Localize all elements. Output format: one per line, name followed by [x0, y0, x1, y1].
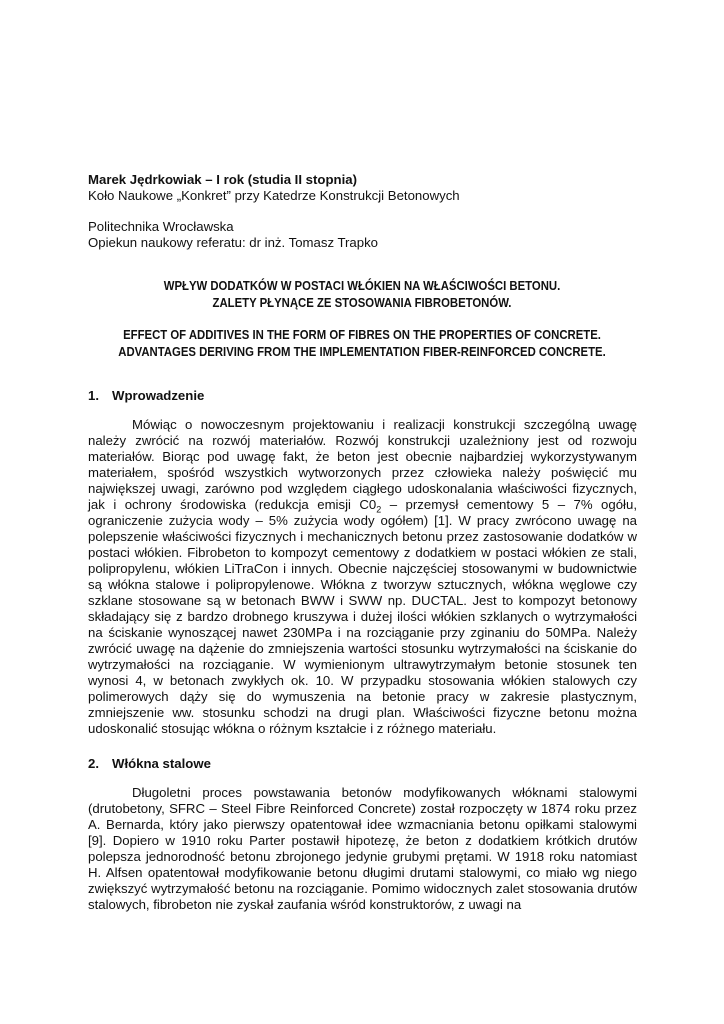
section-title: Wprowadzenie [112, 388, 205, 403]
research-club: Koło Naukowe „Konkret” przy Katedrze Konstrukcji Betonowych [88, 188, 460, 203]
supervisor: Opiekun naukowy referatu: dr inż. Tomasz Trapko [88, 235, 379, 250]
co2-subscript: 2 [376, 504, 382, 515]
section-number: 2. [88, 756, 99, 771]
introduction-text-part-2: – przemysł cementowy 5 – 7% ogółu, ograniczenie zużycia wody – 5% zużycia wody ogółem) [1]. W pracy zwrócono uwagę na polepszenie właściwości fizycznych i mechanicznych betonu przez zastosowanie dodatków w postaci włókien. Fibrobeton to kompozyt cementowy z dodatkiem w postaci włókien ze stali, polipropylenu, włókien LiTraCon i innych. Obecnie najczęściej stosowanymi w budownictwie są włókna stalowe i polipropylenowe. Włókna z tworzyw sztucznych, włókna węglowe czy szklane stosowane są w betonach BWW i SWW np. DUCTAL. Jest to kompozyt betonowy składający się z bardzo drobnego kruszywa i dużej ilości włókien szklanych o wytrzymałości na ściskanie wynoszącej nawet 230MPa i na rozciąganie przy zginaniu do 50MPa. Należy zwrócić uwagę na dążenie do zmniejszenia wartości stosunku wytrzymałości na ściskanie do wytrzymałości na rozciąganie. W wymienionym ultrawytrzymałym betonie stosunek ten wynosi 4, w betonach zwykłych ok. 10. W przypadku stosowania włókien stalowych czy polimerowych dąży się do wymuszenia na betonie pracy w zakresie plastycznym, zmniejszenie ww. stosunku schodzi na drugi plan. Właściwości fizyczne betonu można udoskonalić stosując włókna o różnym kształcie i z różnego materiału. [88, 497, 637, 736]
section-heading-steel-fibres [88, 756, 211, 772]
section-number: 1. [88, 388, 99, 403]
university: Politechnika Wrocławska [88, 219, 234, 234]
introduction-paragraph [88, 417, 637, 737]
title-english-line-2: ADVANTAGES DERIVING FROM THE IMPLEMENTATION FIBER-REINFORCED CONCRETE. [118, 344, 606, 359]
author-name: Marek Jędrkowiak – I rok (studia II stopnia) [88, 172, 357, 187]
title-english-line-1: EFFECT OF ADDITIVES IN THE FORM OF FIBRES ON THE PROPERTIES OF CONCRETE. [123, 327, 601, 342]
title-polish-line-2: ZALETY PŁYNĄCE ZE STOSOWANIA FIBROBETONÓW. [212, 295, 512, 310]
title-polish-line-1: WPŁYW DODATKÓW W POSTACI WŁÓKIEN NA WŁAŚCIWOŚCI BETONU. [163, 278, 561, 293]
section-heading-introduction [88, 388, 204, 404]
steel-fibres-paragraph: Długoletni proces powstawania betonów modyfikowanych włóknami stalowymi (drutobetony, SFRC – Steel Fibre Reinforced Concrete) został rozpoczęty w 1874 roku przez A. Bernarda, który jako pierwszy opatentował idee wzmacniania betonu opiłkami stalowymi [9]. Dopiero w 1910 roku Parter postawił hipotezę, że beton z dodatkiem krótkich drutów polepsza jednorodność betonu zbrojonego jedynie grubymi prętami. W 1918 roku natomiast H. Alfsen opatentował modyfikowanie betonu długimi drutami stalowymi, co miało wg niego zwiększyć wytrzymałość betonu na rozciąganie. Pomimo widocznych zalet stosowania drutów stalowych, fibrobeton nie zyskał zaufania wśród konstruktorów, z uwagi na [88, 785, 637, 912]
section-title: Włókna stalowe [112, 756, 211, 771]
introduction-text-part-1: Mówiąc o nowoczesnym projektowaniu i realizacji konstrukcji szczególną uwagę należy zwrócić na rozwój materiałów. Rozwój konstrukcji uzależniony jest od rozwoju materiałów. Biorąc pod uwagę fakt, że beton jest obecnie najbardziej wykorzystywanym materiałem, spośród wszystkich wytworzonych przez człowieka należy poświęcić mu największej uwagi, zarówno pod względem ciągłego udoskonalania właściwości fizycznych, jak i ochrony środowiska (redukcja emisji C0 [88, 417, 637, 512]
